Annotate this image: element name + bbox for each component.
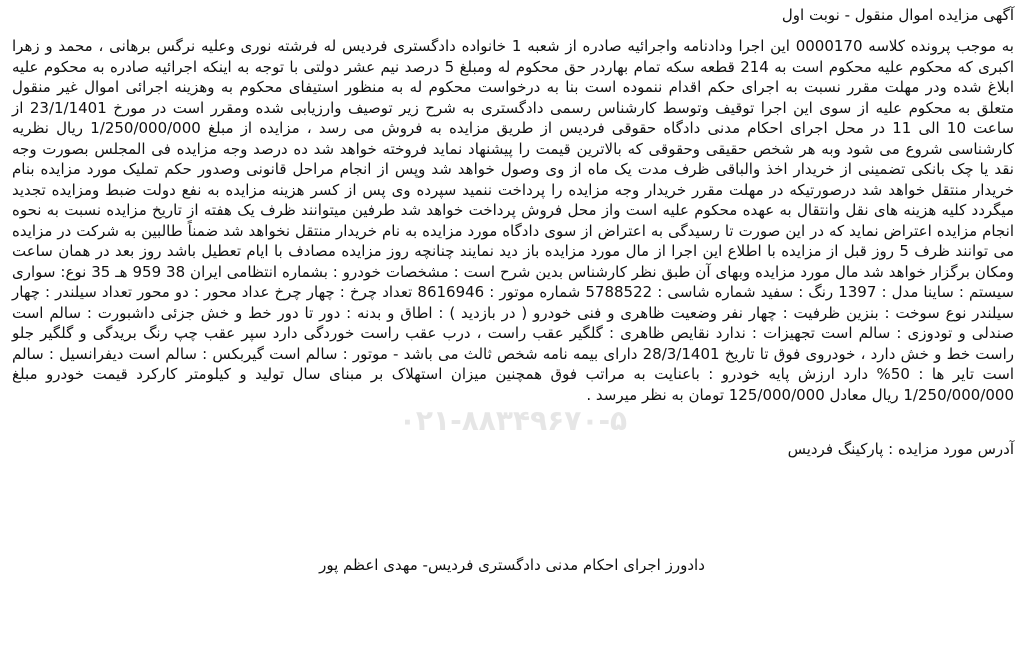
phone-watermark: ۰۲۱-۸۸۳۴۹۶۷۰-۵: [398, 404, 628, 437]
auction-address: آدرس مورد مزایده : پارکینگ فردیس: [787, 440, 1014, 458]
notice-title: آگهی مزایده اموال منقول - نوبت اول: [781, 6, 1014, 24]
signature-line: دادورز اجرای احکام مدنی دادگستری فردیس- مهدی اعظم پور: [319, 556, 705, 574]
notice-body: به موجب پرونده کلاسه 0000170 این اجرا ودادنامه واجرائیه صادره از شعبه 1 خانواده دادگستری فردیس له فرشته نوری وعلیه نرگس برهانی ، محمد و زهرا اکبری که محکوم علیه محکوم است به 214 قطعه سکه تمام بهاردر حق محکوم له ومبلغ 5 درصد نیم عشر دولتی با توجه به اینکه اجرائیه صادره به محکوم علیه ابلاغ شده ودر مهلت مقرر نسبت به اجرای حکم اقدام ننموده است بنا به درخواست محکوم له به منظور استیفای محکوم به وهزینه اجرائی اموال غیر منقول متعلق به محکوم علیه از سوی این اجرا توقیف وتوسط کارشناس رسمی دادگستری به شرح زیر توصیف وارزیابی شده ومقرر است در مورخ 23/1/1401 از ساعت 10 الی 11 در محل اجرای احکام مدنی دادگاه حقوقی فردیس از طریق مزایده به فروش می رسد ، مزایده از مبلغ 1/250/000/000 ریال نظریه کارشناسی شروع می شود وبه هر شخص حقیقی وحقوقی که بالاترین قیمت را پیشنهاد نماید فروخته خواهد شد ده درصد وجه مزایده فی المجلس بصورت وجه نقد یا چک بانکی تضمینی از خریدار اخذ والباقی ظرف مدت یک ماه از وی وصول خواهد شد وپس از انجام مراحل قانونی وصدور حکم تملیک مورد مزایده بنام خریدار منتقل خواهد شد درصورتیکه در مهلت مقرر خریدار وجه مزایده را پرداخت ننمید سپرده وی پس از کسر هزینه مزایده به نفع دولت ضبط ومزایده تجدید میگردد کلیه هزینه های نقل وانتقال به عهده محکوم علیه است واز محل فروش پرداخت خواهد شد طرفین میتوانند ظرف یک هفته از تاریخ مزایده نسبت به نحوه انجام مزایده اعتراض نماید که در این صورت تا رسیدگی به اعتراض از سوی دادگاه مورد مزایده به نام خریدار منتقل نخواهد شد ضمناً طالبین به شرکت در مزایده می توانند ظرف 5 روز قبل از مزایده با اطلاع این اجرا از مال مورد مزایده باز دید نمایند چنانچه روز مزایده مصادف با ایام تعطیل باشد روز بعد در همان ساعت ومکان برگزار خواهد شد مال مورد مزایده وبهای آن طبق نظر کارشناس بدین شرح است : مشخصات خودرو : بشماره انتظامی ایران 38 959 هـ 35 نوع: سواری سیستم : ساینا مدل : 1397 رنگ : سفید شماره شاسی : 5788522 شماره موتور : 8616946 تعداد چرخ : چهار چرخ عداد محور : دو محور تعداد سیلندر : چهار سیلندر نوع سوخت : بنزین ظرفیت : چهار نفر وضعیت ظاهری و فنی خودرو ( در بازدید ) : اطاق و بدنه : دور تا دور خط و خش جزئی داشبورت : سالم است صندلی و تودوزی : سالم است تجهیزات : ندارد نقایص ظاهری : گلگیر عقب راست ، درب عقب راست خوردگی دارد سپر عقب چپ رنگ بریدگی و گلگیر جلو راست خط و خش دارد ، خودروی فوق تا تاریخ 28/3/1401 دارای بیمه نامه شخص ثالث می باشد - موتور : سالم است گیربکس : سالم است دیفرانسیل : سالم است تایر ها : 50% دارد ارزش پایه خودرو : باعنایت به مراتب فوق همچنین میزان استهلاک بر مبنای سال تولید و کیلومتر کارکرد قیمت خودرو مبلغ 1/250/000/000 ریال معادل 125/000/000 تومان به نظر میرسد .: [12, 37, 1014, 404]
